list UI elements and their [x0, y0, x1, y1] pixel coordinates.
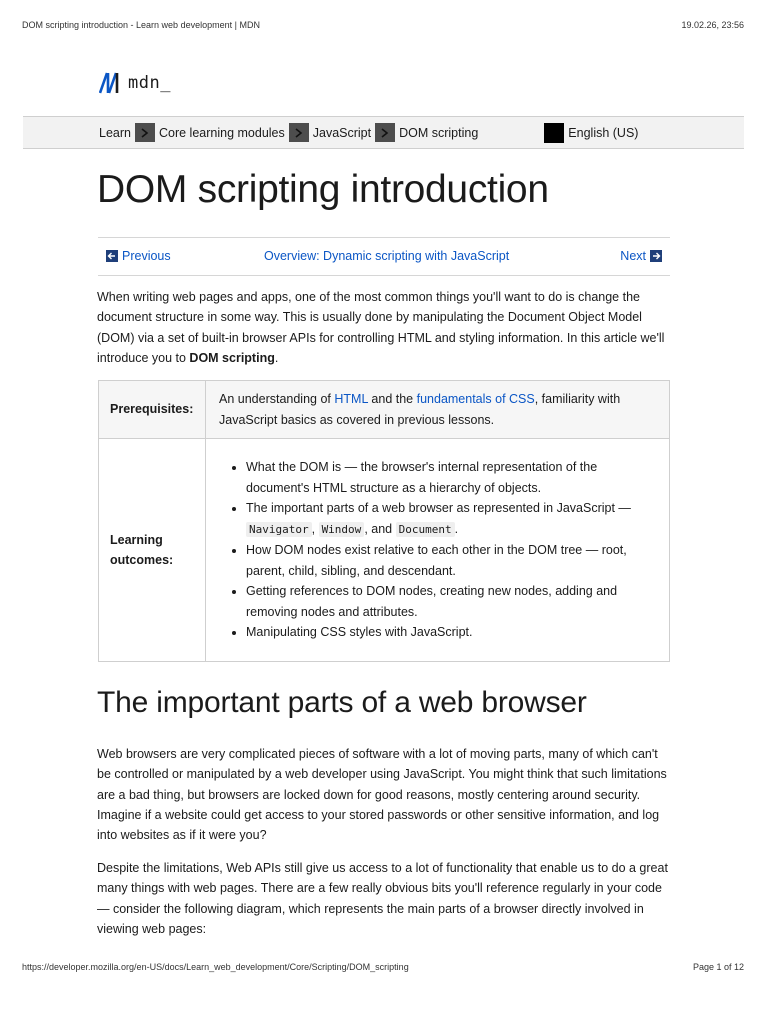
- next-link[interactable]: [620, 249, 662, 263]
- print-header-title: DOM scripting introduction - Learn web development | MDN: [22, 20, 260, 30]
- code-separator: , and: [364, 521, 396, 536]
- list-item: • Manipulating CSS styles with JavaScript.: [246, 622, 656, 643]
- outcomes-list: [219, 457, 656, 643]
- next-label: Next: [620, 249, 646, 263]
- breadcrumb-javascript[interactable]: JavaScript: [312, 125, 372, 140]
- table-row: [99, 439, 670, 662]
- language-icon[interactable]: [544, 123, 564, 143]
- code-separator: .: [454, 521, 459, 536]
- chevron-right-icon: [289, 123, 309, 142]
- article-pager: [98, 237, 670, 276]
- outcomes-label-line1: Learning: [110, 532, 163, 547]
- outcomes-label-line2: outcomes:: [110, 553, 174, 567]
- arrow-left-icon: [106, 250, 118, 262]
- breadcrumb-dom-scripting[interactable]: DOM scripting: [399, 125, 479, 140]
- breadcrumb: [23, 116, 744, 149]
- code-separator: ,: [311, 521, 319, 536]
- prerequisites-table: [98, 380, 670, 662]
- prereq-text-1: An understanding of: [219, 392, 335, 406]
- breadcrumb-learn[interactable]: Learn: [99, 125, 131, 140]
- html-link[interactable]: HTML: [334, 392, 368, 406]
- prereq-text-3: , familiarity with JavaScript basics as covered in previous lessons.: [219, 392, 621, 427]
- list-item: [246, 498, 656, 540]
- section-heading: The important parts of a web browser: [97, 686, 587, 719]
- intro-bold: DOM scripting: [189, 350, 275, 365]
- list-item: • Getting references to DOM nodes, creating new nodes, adding and removing nodes and attributes.: [246, 581, 656, 622]
- chevron-right-icon: [135, 123, 155, 142]
- prerequisites-label: Prerequisites:: [99, 381, 206, 439]
- breadcrumb-core-learning-modules[interactable]: Core learning modules: [158, 125, 285, 140]
- intro-paragraph: [97, 287, 672, 368]
- previous-label: Previous: [122, 249, 171, 263]
- intro-text: When writing web pages and apps, one of the most common things you'll want to do is change the document structure in some way. This is usually done by manipulating the Document Object Model (DOM) via a set of built-in browser APIs for controlling HTML and styling information. In this article we'll introduce you to: [97, 290, 665, 365]
- print-footer-page: Page 1 of 12: [692, 962, 744, 972]
- table-row: [99, 381, 670, 439]
- learning-outcomes-label: [99, 439, 206, 662]
- prerequisites-value: [206, 381, 670, 439]
- code-navigator: Navigator: [246, 522, 312, 537]
- prereq-text-2: and the: [367, 392, 417, 406]
- code-document: Document: [396, 522, 455, 537]
- previous-link[interactable]: [106, 249, 171, 263]
- print-footer-url: https://developer.mozilla.org/en-US/docs/Learn_web_development/Core/Scripting/DOM_scripting: [22, 962, 409, 972]
- outcome-text: The important parts of a web browser as represented in JavaScript —: [246, 501, 631, 516]
- page-title: DOM scripting introduction: [97, 168, 549, 211]
- code-window: Window: [319, 522, 365, 537]
- section-paragraph-2: Despite the limitations, Web APIs still give us access to a lot of functionality that enable us to do a great many things with web pages. There are a few really obvious bits you'll reference regularly in your code — consider the following diagram, which represents the main parts of a browser directly involved in viewing web pages:: [97, 861, 668, 936]
- chevron-right-icon: [375, 123, 395, 142]
- css-fundamentals-link[interactable]: fundamentals of CSS: [416, 392, 535, 406]
- arrow-right-icon: [650, 250, 662, 262]
- overview-link[interactable]: Overview: Dynamic scripting with JavaScript: [264, 249, 510, 263]
- intro-end: .: [274, 350, 279, 365]
- language-selector[interactable]: English (US): [568, 125, 639, 140]
- print-header-datetime: 19.02.26, 23:56: [681, 20, 744, 30]
- list-item: • What the DOM is — the browser's internal representation of the document's HTML structure as a hierarchy of objects.: [246, 457, 656, 498]
- mdn-logo[interactable]: [99, 70, 171, 96]
- learning-outcomes-value: [206, 439, 670, 662]
- mdn-m-icon: [99, 71, 125, 95]
- logo-text: mdn_: [128, 73, 171, 93]
- section-paragraph-1: Web browsers are very complicated pieces of software with a lot of moving parts, many of which can't be controlled or manipulated by a web developer using JavaScript. You might think that such limitations are a bad thing, but browsers are locked down for good reasons, mostly centering around security. Imagine if a website could get access to your stored passwords or other sensitive information, and log into websites as if it were you?: [97, 747, 667, 843]
- list-item: • How DOM nodes exist relative to each other in the DOM tree — root, parent, child, sibling, and descendant.: [246, 540, 656, 581]
